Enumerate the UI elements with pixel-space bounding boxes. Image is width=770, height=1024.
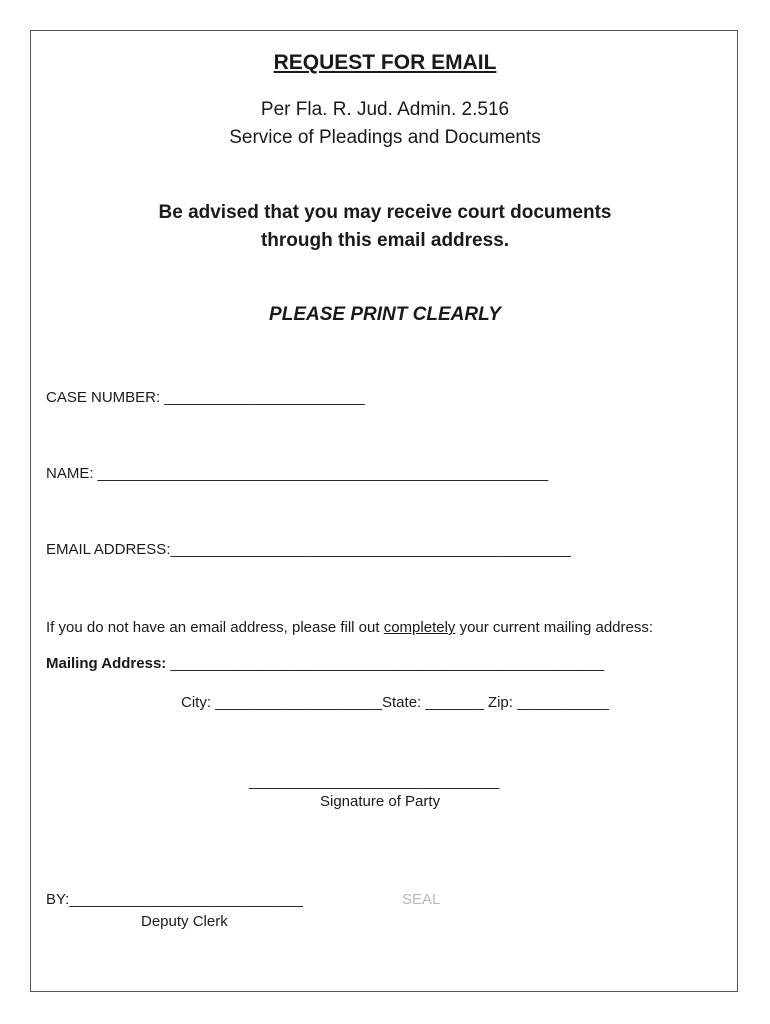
name-field: NAME: ______________________________________________________: [46, 465, 549, 482]
mailing-address-field: [46, 655, 604, 672]
signature-label: Signature of Party: [320, 793, 441, 810]
city-state-zip-field: City: ____________________State: _______ Zip: ___________: [181, 694, 609, 711]
rule-description: Service of Pleadings and Documents: [229, 127, 541, 148]
deputy-clerk-line: BY:____________________________: [46, 891, 303, 908]
no-email-instruction: [46, 619, 653, 636]
seal-placeholder: SEAL: [402, 891, 441, 908]
no-email-text-after: your current mailing address:: [455, 619, 654, 636]
form-page: [30, 30, 738, 992]
form-title: REQUEST FOR EMAIL: [273, 51, 497, 74]
no-email-text-before: If you do not have an email address, please fill out: [46, 619, 384, 636]
mailing-address-label: Mailing Address:: [46, 655, 171, 672]
deputy-clerk-label: Deputy Clerk: [141, 913, 228, 930]
case-number-field: CASE NUMBER: ________________________: [46, 389, 365, 406]
mailing-address-line: ____________________________________________________: [170, 655, 605, 672]
no-email-emphasis: completely: [383, 619, 456, 636]
email-address-field: EMAIL ADDRESS:________________________________________________: [46, 541, 571, 558]
advisory-line-1: Be advised that you may receive court documents: [158, 202, 612, 223]
signature-line: ______________________________: [249, 773, 500, 790]
print-instruction: PLEASE PRINT CLEARLY: [269, 304, 501, 325]
advisory-line-2: through this email address.: [260, 230, 510, 251]
rule-citation: Per Fla. R. Jud. Admin. 2.516: [260, 99, 510, 120]
